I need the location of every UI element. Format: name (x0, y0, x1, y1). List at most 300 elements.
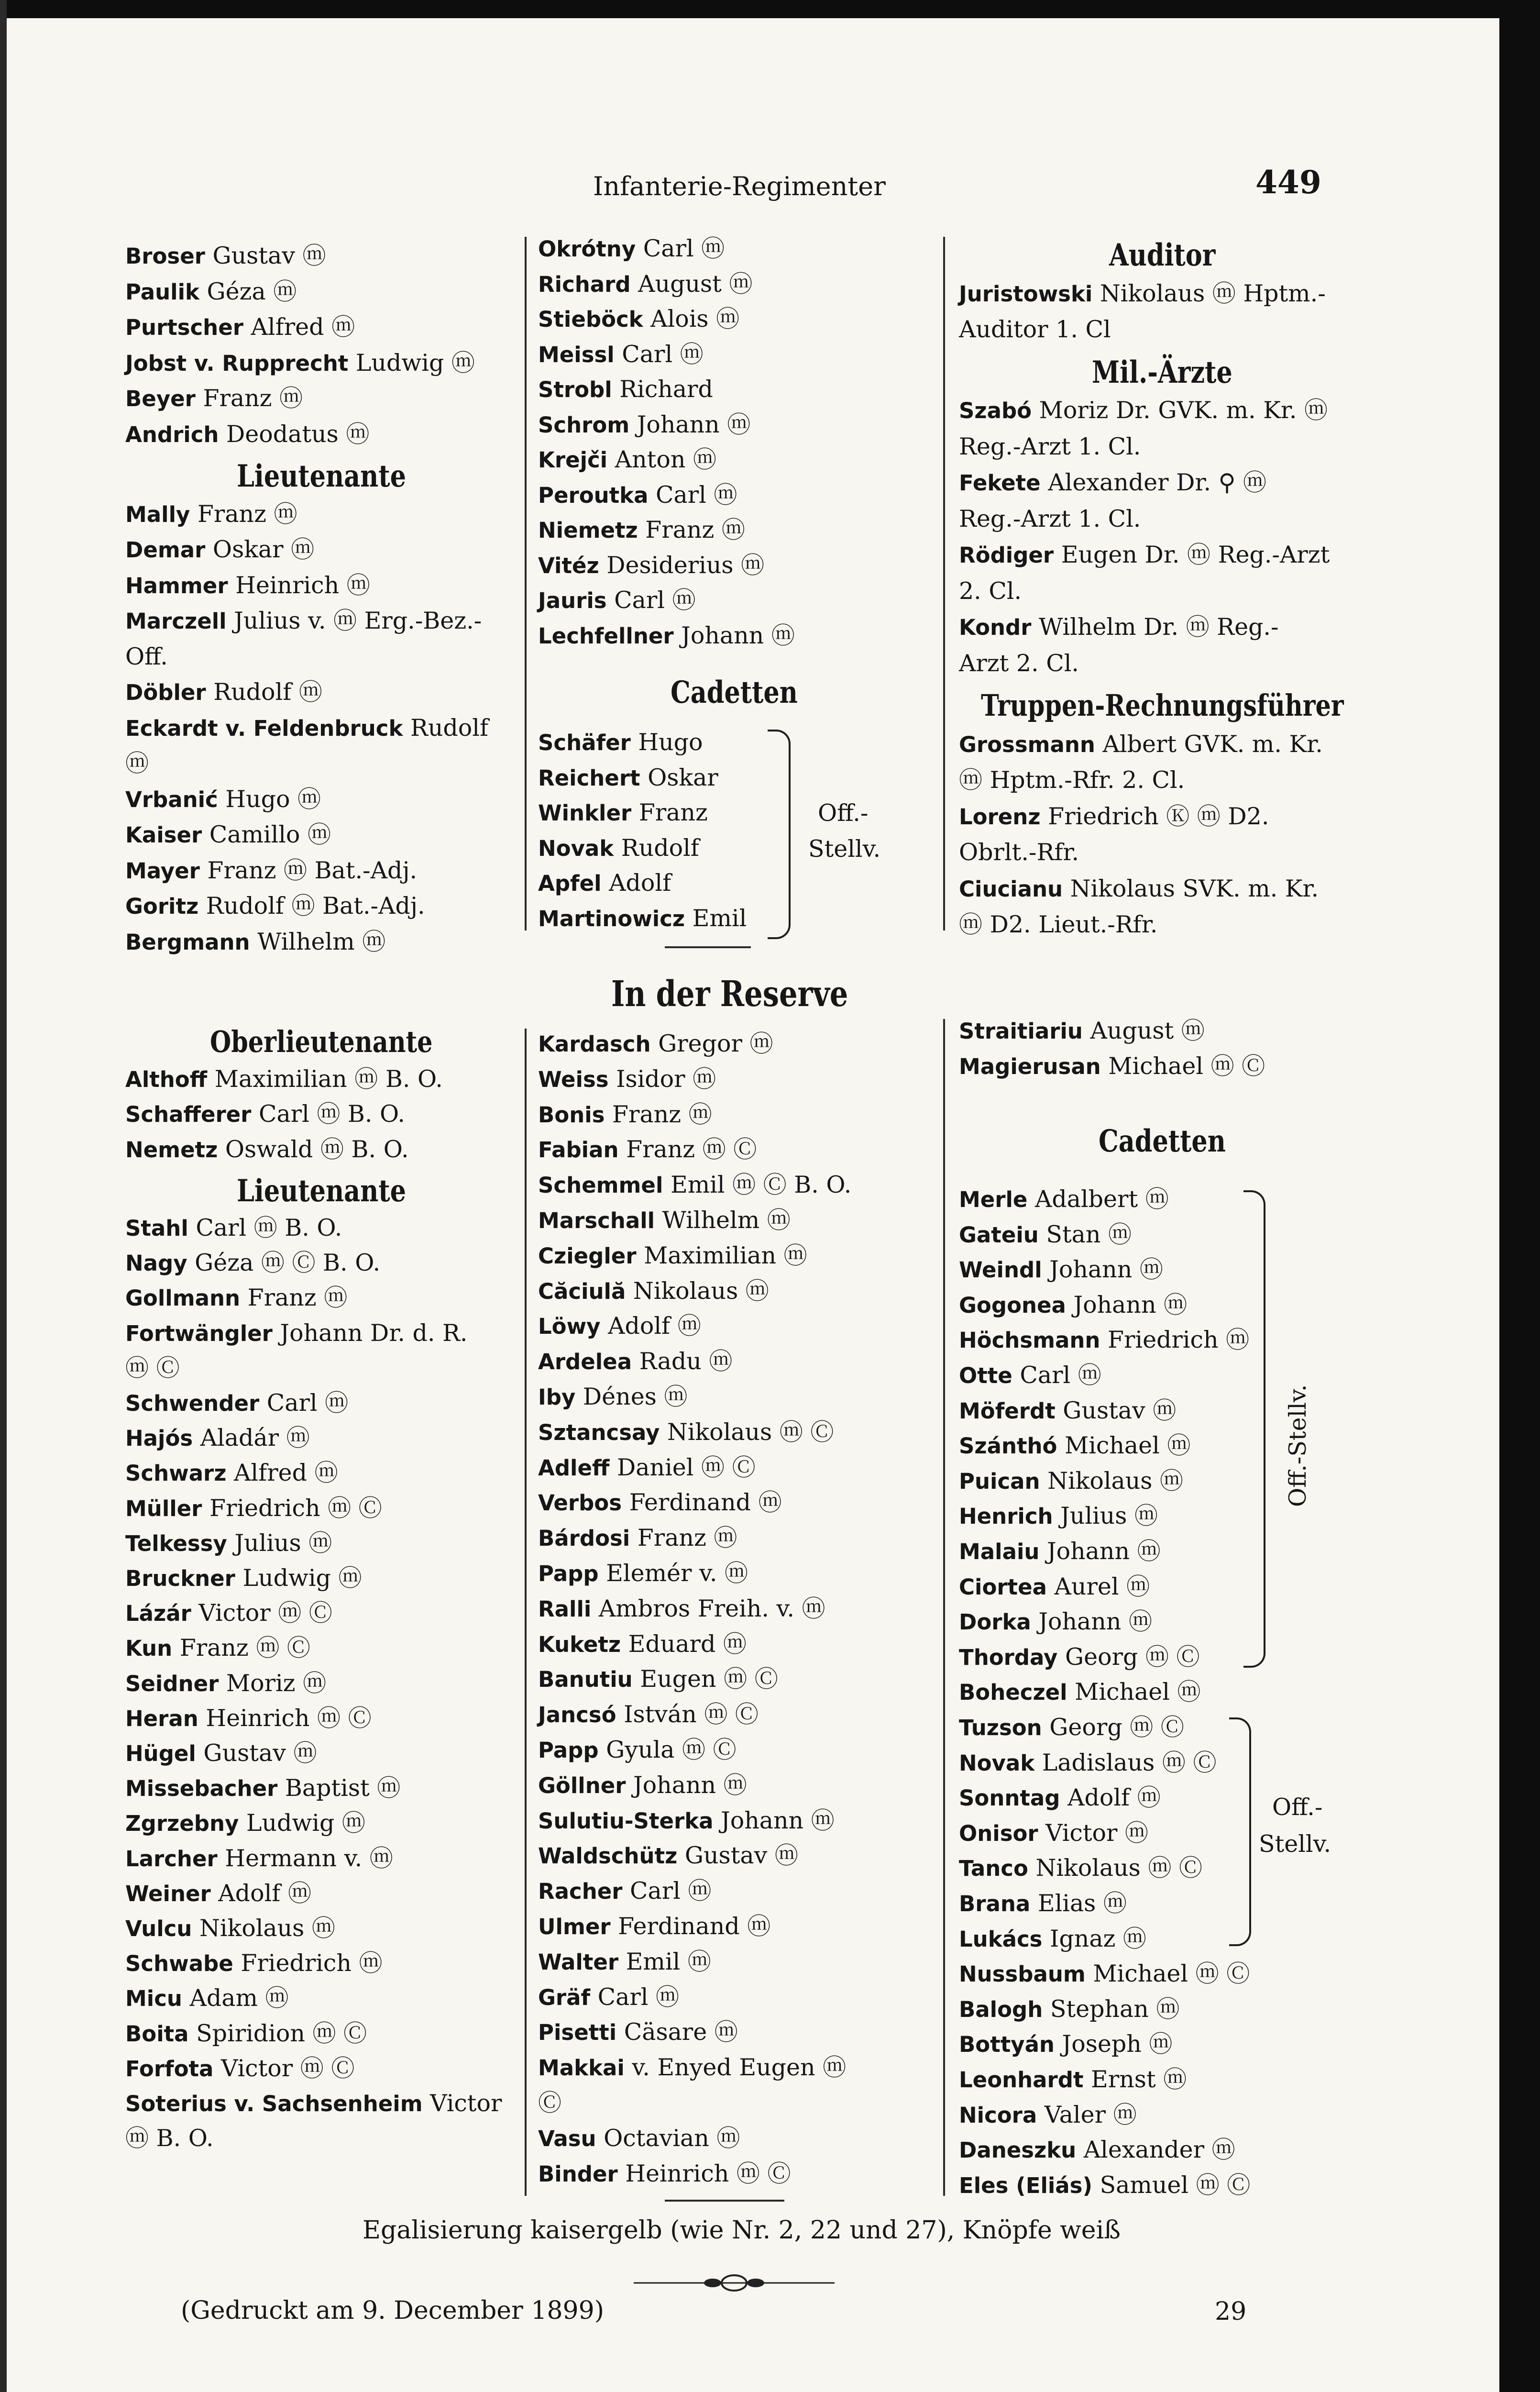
entry-details: Stan ⓜ (1038, 1220, 1132, 1248)
entry-details: Adolf (601, 869, 671, 897)
list-item (125, 2054, 354, 2083)
list-item (538, 1877, 711, 1906)
surname: Lukács (959, 1926, 1043, 1952)
list-item (125, 1774, 400, 1803)
entry-details: Cäsare ⓜ (616, 2018, 738, 2046)
list-item (538, 586, 696, 615)
list-item (538, 2159, 791, 2189)
surname: Weiss (538, 1066, 609, 1092)
list-item (538, 1453, 756, 1483)
list-item (538, 1736, 737, 1765)
list-item (959, 730, 1323, 759)
section-heading: Lieutenante (237, 1173, 406, 1209)
entry-details: Ernst ⓜ (1083, 2066, 1187, 2093)
surname: Eckardt v. Feldenbruck (125, 715, 403, 741)
list-item (959, 396, 1328, 425)
cadet-item (959, 1643, 1200, 1672)
entry-details: 2. Cl. (959, 577, 1022, 605)
entry-details: Maximilian ⓜ (636, 1241, 807, 1269)
entry-details: Adalbert ⓜ (1027, 1185, 1169, 1213)
entry-details: August ⓜ (630, 270, 753, 298)
list-item (125, 2089, 502, 2118)
cadet-item (538, 869, 671, 898)
list-item (125, 678, 322, 707)
entry-details: Adam ⓜ (182, 1984, 289, 2012)
list-item (538, 1524, 737, 1553)
entry-details: Johann ⓜ (713, 1806, 835, 1834)
entry-details: Victor ⓜ Ⓒ (213, 2054, 355, 2082)
surname: Gateiu (959, 1222, 1039, 1248)
entry-details: Johann ⓜ (629, 410, 751, 438)
entry-details: Johann ⓜ (1031, 1608, 1152, 1636)
entry-details: Nikolaus ⓜ Ⓒ (1028, 1854, 1202, 1882)
surname: Bergmann (125, 929, 250, 955)
cadet-item (959, 1749, 1216, 1778)
list-item (125, 1424, 310, 1453)
list-item (538, 1100, 712, 1130)
entry-details: Carl ⓜ B. O. (188, 1214, 342, 1241)
surname: Eles (Eliás) (959, 2172, 1093, 2198)
entry-details: Nikolaus ⓜ (626, 1277, 769, 1305)
cadet-item (538, 728, 703, 757)
surname: Otte (959, 1363, 1012, 1388)
list-item (538, 1241, 807, 1271)
surname: Novak (959, 1750, 1035, 1776)
cadet-item (959, 1502, 1158, 1531)
list-item (125, 785, 321, 814)
list-item (959, 279, 1326, 309)
surname: Boheczel (959, 1680, 1067, 1705)
entry-details: Rudolf (614, 834, 699, 862)
cadet-item (538, 798, 708, 828)
surname: Heran (125, 1705, 198, 1731)
cadet-item (959, 1607, 1152, 1637)
surname: Vasu (538, 2126, 596, 2151)
column-rule-top-left (525, 237, 527, 930)
entry-details: Heinrich ⓜ Ⓒ (617, 2159, 791, 2187)
surname: Kuketz (538, 1631, 621, 1657)
surname: Hajós (125, 1426, 193, 1451)
entry-details: Joseph ⓜ (1054, 2030, 1173, 2058)
list-item (959, 468, 1266, 498)
surname: Sonntag (959, 1785, 1060, 1811)
entry-details: Spiridion ⓜ Ⓒ (188, 2019, 367, 2047)
list-item (125, 1354, 180, 1383)
entry-details: Friedrich ⓜ (233, 1949, 383, 1977)
surname: Marczell (125, 609, 227, 634)
ornament-rule (629, 2273, 839, 2292)
entry-details: Gyula ⓜ Ⓒ (598, 1736, 737, 1763)
surname: Schwabe (125, 1951, 233, 1977)
list-item (538, 2018, 738, 2047)
list-item (125, 349, 475, 378)
cadet-item (959, 2101, 1137, 2130)
sheet-number: 29 (1215, 2297, 1247, 2326)
list-item (125, 607, 482, 636)
entry-details: Elias ⓜ (1030, 1890, 1127, 1917)
entry-details: Oskar (640, 764, 718, 791)
cadet-item (959, 1361, 1101, 1390)
entry-details: Nikolaus ⓜ Ⓒ (660, 1418, 834, 1446)
surname: Onisor (959, 1820, 1038, 1846)
list-item (125, 1065, 443, 1094)
list-item (125, 1389, 348, 1418)
surname: Bruckner (125, 1566, 235, 1591)
column-rule-bottom-right (943, 1019, 945, 2196)
entry-details: Adolf ⓜ (1060, 1784, 1161, 1812)
entry-details: Valer ⓜ (1037, 2101, 1137, 2128)
entry-details: Heinrich ⓜ Ⓒ (198, 1704, 372, 1732)
list-item (959, 541, 1330, 570)
bracket-label: Off.- (1272, 1794, 1323, 1821)
cadet-item (959, 2065, 1187, 2094)
printed-date: (Gedruckt am 9. December 1899) (181, 2296, 605, 2325)
surname: Pisetti (538, 2020, 617, 2046)
surname: Vulcu (125, 1916, 192, 1941)
list-item (538, 445, 716, 475)
list-item (538, 516, 745, 545)
surname: Bonis (538, 1102, 605, 1128)
list-item (538, 410, 750, 440)
list-item (125, 1564, 362, 1593)
list-item (959, 875, 1319, 904)
list-item (538, 1383, 687, 1412)
list-item (125, 1319, 468, 1348)
list-item (538, 1806, 835, 1836)
entry-details: Alfred ⓜ (243, 313, 355, 341)
list-item (125, 1844, 393, 1873)
list-item (959, 1052, 1265, 1081)
surname: Marschall (538, 1208, 655, 1233)
surname: Forfota (125, 2056, 214, 2082)
entry-details: Wilhelm ⓜ (655, 1207, 791, 1234)
bracket-label: Stellv. (1259, 1830, 1331, 1858)
surname: Novak (538, 835, 614, 861)
list-item (125, 1879, 311, 1908)
surname: Kaiser (125, 822, 202, 848)
surname: Jauris (538, 588, 607, 613)
surname: Purtscher (125, 315, 243, 340)
section-heading: Lieutenante (237, 458, 406, 494)
list-item (125, 642, 168, 671)
entry-details: Obrlt.-Rfr. (959, 839, 1079, 866)
surname: Ralli (538, 1596, 592, 1622)
cadet-item (959, 1255, 1163, 1285)
list-item (538, 1841, 798, 1871)
entry-details: Franz ⓜ Ⓒ (618, 1136, 757, 1163)
list-item (538, 1983, 679, 2012)
list-item (538, 551, 764, 580)
surname: Schafferer (125, 1102, 252, 1128)
cadetten-rule (665, 946, 751, 948)
cadet-item (959, 1713, 1184, 1742)
entry-details: Albert GVK. m. Kr. (1095, 730, 1323, 758)
list-item (538, 2124, 740, 2153)
entry-details: Franz ⓜ Ⓒ (172, 1634, 310, 1662)
list-item (538, 481, 737, 510)
entry-details: Isidor ⓜ (608, 1065, 716, 1093)
surname: Henrich (959, 1504, 1053, 1529)
surname: Leonhardt (959, 2067, 1084, 2093)
list-item (538, 1135, 757, 1164)
entry-details: Off. (125, 642, 168, 670)
entry-details: Carl ⓜ B. O. (251, 1100, 405, 1128)
list-item (538, 1665, 778, 1694)
entry-details: Carl ⓜ (614, 340, 704, 368)
surname: Richard (538, 271, 631, 297)
surname: Seidner (125, 1671, 219, 1696)
entry-details: Oskar ⓜ (205, 536, 315, 563)
cadet-item (959, 1889, 1127, 1918)
surname: Larcher (125, 1846, 218, 1872)
entry-details: Adolf ⓜ (600, 1312, 701, 1340)
surname: Möferdt (959, 1398, 1056, 1424)
surname: Vitéz (538, 553, 599, 578)
list-item (538, 1030, 773, 1059)
list-item (125, 420, 369, 449)
list-item (125, 1669, 326, 1698)
surname: Micu (125, 1986, 182, 2012)
entry-details: Franz ⓜ (605, 1100, 712, 1128)
list-item (959, 766, 1185, 795)
surname: Szánthó (959, 1433, 1057, 1459)
entry-details: Nikolaus ⓜ Hptm.- (1092, 279, 1326, 307)
entry-details: Franz ⓜ Bat.-Adj. (199, 856, 418, 884)
surname: Apfel (538, 871, 602, 896)
surname: Papp (538, 1738, 599, 1763)
surname: Gollmann (125, 1285, 241, 1311)
surname: Nagy (125, 1251, 187, 1276)
surname: Daneszku (959, 2137, 1077, 2163)
surname: Martinowicz (538, 906, 685, 931)
entry-details: Franz ⓜ (240, 1284, 348, 1312)
cadet-item (959, 1783, 1161, 1813)
entry-details: ⓜ B. O. (125, 2125, 214, 2152)
surname: Niemetz (538, 518, 638, 543)
entry-details: Georg ⓜ Ⓒ (1057, 1643, 1200, 1671)
surname: Müller (125, 1495, 202, 1521)
entry-details: Anton ⓜ (607, 446, 716, 473)
surname: Lorenz (959, 804, 1041, 830)
list-item (125, 749, 149, 778)
cadet-item (959, 1467, 1183, 1496)
list-item (538, 1771, 747, 1800)
entry-details: Friedrich Ⓚ ⓜ D2. (1040, 802, 1269, 830)
surname: Döbler (125, 680, 206, 705)
entry-details: Heinrich ⓜ (228, 571, 370, 599)
surname: Stahl (125, 1216, 188, 1241)
cadet-item (959, 1678, 1200, 1707)
entry-details: Oswald ⓜ B. O. (218, 1135, 409, 1163)
entry-details: Rudolf (403, 714, 489, 742)
list-item (959, 613, 1279, 642)
surname: Binder (538, 2161, 618, 2187)
surname: Banutiu (538, 1667, 633, 1693)
entry-details: Franz (631, 799, 708, 826)
cadet-item (959, 1819, 1148, 1848)
list-item (538, 1206, 791, 1235)
surname: Gräf (538, 1984, 591, 2010)
entry-details: Victor (422, 2090, 502, 2117)
list-item (538, 340, 704, 369)
entry-details: Carl ⓜ (259, 1389, 349, 1417)
surname: Schwender (125, 1391, 260, 1416)
list-item (538, 1700, 759, 1729)
list-item (125, 856, 417, 886)
list-item (125, 1914, 335, 1943)
entry-details: Johann ⓜ (626, 1771, 747, 1799)
surname: Cziegler (538, 1243, 637, 1269)
cadet-item (959, 1925, 1146, 1954)
list-item (538, 234, 725, 264)
list-item (125, 1100, 405, 1129)
surname: Soterius v. Sachsenheim (125, 2091, 423, 2116)
entry-details: Carl ⓜ (636, 235, 725, 262)
surname: Meissl (538, 342, 615, 367)
section-heading: Mil.-Ärzte (1092, 354, 1232, 390)
entry-details: Octavian ⓜ (596, 2124, 740, 2152)
list-item (959, 315, 1111, 344)
surname: Boita (125, 2021, 189, 2047)
surname: Rödiger (959, 543, 1054, 568)
list-item (538, 1630, 747, 1659)
entry-details: Carl ⓜ (648, 481, 737, 509)
entry-details: Ludwig ⓜ (235, 1564, 362, 1592)
bracket-label-vertical: Off.-Stellv. (1284, 1384, 1311, 1507)
entry-details: Carl ⓜ (590, 1983, 680, 2011)
surname: Missebacher (125, 1776, 278, 1802)
list-item (959, 505, 1141, 533)
entry-details: Reg.-Arzt 1. Cl. (959, 432, 1141, 460)
bracket-label: Off.- (818, 799, 869, 827)
cadetten-heading: Cadetten (671, 675, 798, 710)
surname: Balogh (959, 1996, 1043, 2022)
entry-details: Nikolaus ⓜ (192, 1915, 335, 1942)
surname: Schäfer (538, 730, 631, 755)
surname: Goritz (125, 894, 199, 919)
surname: Thorday (959, 1644, 1058, 1670)
cadet-item (959, 1573, 1150, 1602)
entry-details: Alexander ⓜ (1076, 2136, 1235, 2164)
surname: Kondr (959, 615, 1032, 640)
entry-details: Michael ⓜ (1057, 1432, 1191, 1460)
entry-details: Gustav ⓜ (205, 242, 326, 269)
surname: Kun (125, 1636, 173, 1661)
entry-details: Emil ⓜ Ⓒ B. O. (663, 1171, 852, 1199)
entry-details: ⓜ Hptm.-Rfr. 2. Cl. (959, 766, 1185, 794)
list-item (125, 500, 297, 529)
surname: Szabó (959, 398, 1032, 423)
entry-details: Dénes ⓜ (575, 1383, 688, 1410)
entry-details: Samuel ⓜ Ⓒ (1092, 2171, 1251, 2199)
entry-details: August ⓜ (1082, 1017, 1205, 1044)
cadet-item (959, 2136, 1235, 2165)
list-item (125, 1529, 332, 1558)
entry-details: Ladislaus ⓜ Ⓒ (1034, 1749, 1217, 1776)
entry-details: Camillo ⓜ (202, 821, 331, 848)
entry-details: Ferdinand ⓜ (622, 1489, 782, 1517)
surname: Ciortea (959, 1574, 1047, 1600)
bracket-label: Stellv. (808, 835, 881, 863)
entry-details: Michael ⓜ Ⓒ (1085, 1960, 1250, 1988)
cadet-item (959, 1431, 1190, 1461)
entry-details: Elemér v. ⓜ (598, 1560, 748, 1587)
entry-details: Emil (685, 904, 747, 932)
surname: Fabian (538, 1137, 619, 1163)
surname: Broser (125, 244, 205, 269)
entry-details: Johann ⓜ (1039, 1538, 1161, 1565)
surname: Zgrzebny (125, 1811, 239, 1837)
surname: Strobl (538, 377, 612, 402)
entry-details: Gregor ⓜ (650, 1030, 773, 1057)
list-item (538, 1488, 782, 1517)
list-item (125, 928, 385, 957)
surname: Căciulă (538, 1278, 626, 1304)
surname: Vrbanić (125, 786, 218, 812)
entry-details: Eugen ⓜ Ⓒ (632, 1665, 778, 1693)
entry-details: ⓜ (125, 750, 149, 777)
entry-details: Georg ⓜ Ⓒ (1042, 1714, 1184, 1741)
surname: Malaiu (959, 1539, 1040, 1564)
surname: Hammer (125, 573, 228, 598)
cadetten-bracket (768, 730, 791, 939)
entry-details: Carl ⓜ (1012, 1362, 1101, 1389)
list-item (538, 1312, 701, 1341)
entry-details: Johann ⓜ (1042, 1256, 1163, 1284)
entry-details: Victor ⓜ (1038, 1819, 1149, 1847)
entry-details: Ludwig ⓜ (239, 1809, 365, 1837)
entry-details: Rudolf ⓜ (206, 678, 322, 706)
entry-details: Michael ⓜ (1067, 1678, 1201, 1706)
list-item (125, 1634, 310, 1663)
cadet-item (959, 1960, 1250, 1989)
surname: Grossmann (959, 731, 1095, 757)
entry-details: Johann Dr. d. R. (272, 1319, 468, 1347)
surname: Andrich (125, 421, 219, 447)
surname: Schemmel (538, 1173, 663, 1198)
entry-details: Franz ⓜ (190, 500, 297, 528)
entry-details: Victor ⓜ Ⓒ (191, 1599, 332, 1627)
surname: Höchsmann (959, 1328, 1100, 1353)
entry-details: Carl ⓜ (622, 1877, 712, 1905)
surname: Walter (538, 1949, 619, 1975)
entry-details: Ignaz ⓜ (1042, 1925, 1146, 1952)
list-item (538, 270, 752, 299)
surname: Verbos (538, 1490, 622, 1516)
list-item (125, 1984, 289, 2013)
surname: Straitiariu (959, 1019, 1083, 1044)
entry-details: Arzt 2. Cl. (959, 649, 1079, 677)
list-item (125, 1809, 365, 1838)
surname: Reichert (538, 765, 640, 791)
surname: Beyer (125, 386, 196, 411)
entry-details: Nikolaus SVK. m. Kr. (1063, 875, 1319, 902)
entry-details: Julius ⓜ (227, 1529, 332, 1557)
entry-details: ⓜ D2. Lieut.-Rfr. (959, 911, 1158, 938)
list-item (538, 2089, 561, 2117)
surname: Peroutka (538, 482, 649, 508)
surname: Nicora (959, 2102, 1037, 2128)
entry-details: Géza ⓜ (199, 277, 297, 305)
list-item (125, 242, 326, 271)
list-item (959, 910, 1157, 939)
surname: Demar (125, 537, 206, 563)
entry-details: Ferdinand ⓜ (610, 1913, 771, 1940)
entry-details: Aurel ⓜ (1046, 1573, 1150, 1600)
entry-details: Hugo (630, 729, 703, 756)
cadet-item (959, 1326, 1249, 1355)
entry-details: Aladár ⓜ (193, 1424, 310, 1452)
